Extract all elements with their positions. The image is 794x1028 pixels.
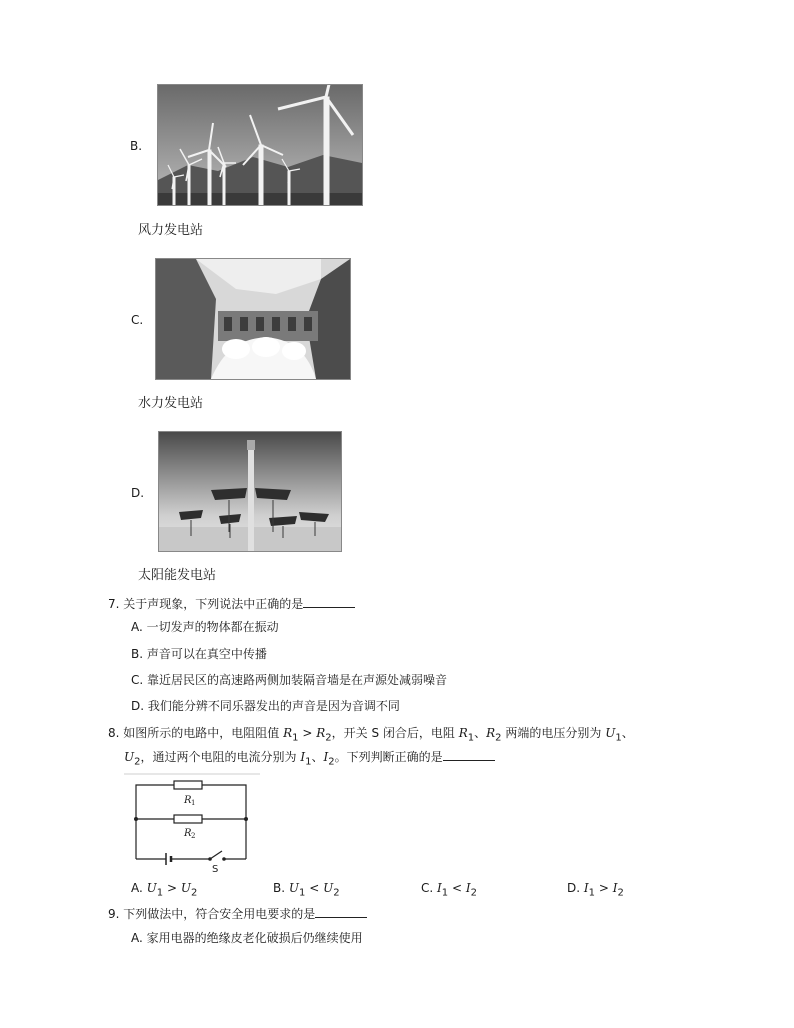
label-switch: S xyxy=(212,864,219,873)
label-r1: R xyxy=(184,795,192,806)
q9-option-a[interactable]: A. 家用电器的绝缘皮老化破损后仍继续使用 xyxy=(131,931,363,945)
dam-photo xyxy=(155,258,351,380)
caption-hydro: 水力发电站 xyxy=(138,396,204,411)
resistor-r2 xyxy=(174,815,202,823)
answer-blank[interactable] xyxy=(303,596,355,608)
label-r2-sub: 2 xyxy=(191,832,196,840)
q8-stem-line2: $U_2$，通过两个电阻的电流分别为 $I_1$、$I_2$。下列判断正确的是 xyxy=(124,749,495,770)
option-d-letter: D. xyxy=(131,486,145,500)
label-r1-sub: 1 xyxy=(191,799,196,807)
q7-option-d[interactable]: D. 我们能分辨不同乐器发出的声音是因为音调不同 xyxy=(131,699,400,713)
resistor-r1 xyxy=(174,781,202,789)
q7-option-c[interactable]: C. 靠近居民区的高速路两侧加装隔音墙是在声源处减弱噪音 xyxy=(131,673,448,687)
wind-turbine-photo xyxy=(157,84,363,206)
q8-answer-b[interactable]: B. $U_1 < U_2$ xyxy=(273,881,340,899)
q8-answer-a[interactable]: A. $U_1 > U_2$ xyxy=(131,881,198,899)
option-c-letter: C. xyxy=(131,313,144,327)
solar-tower-photo xyxy=(158,431,342,552)
q8-answer-c[interactable]: C. $I_1 < I_2$ xyxy=(421,881,477,899)
answer-blank[interactable] xyxy=(443,749,495,761)
caption-wind: 风力发电站 xyxy=(138,223,204,238)
q8-answer-d[interactable]: D. $I_1 > I_2$ xyxy=(567,881,624,899)
answer-blank[interactable] xyxy=(315,906,367,918)
caption-solar: 太阳能发电站 xyxy=(138,568,217,583)
option-b-letter: B. xyxy=(130,139,143,153)
q7-option-b[interactable]: B. 声音可以在真空中传播 xyxy=(131,647,267,661)
q7-stem: 7. 关于声现象，下列说法中正确的是 xyxy=(108,596,355,612)
q7-option-a[interactable]: A. 一切发声的物体都在振动 xyxy=(131,620,279,634)
q8-stem-line1: 8. 如图所示的电路中，电阻阻值 $R_1 > R_2$，开关 S 闭合后，电阻 $R_1$、$R_2$ 两端的电压分别为 $U_1$、 xyxy=(108,726,634,744)
label-r2: R xyxy=(184,828,192,839)
circuit-diagram xyxy=(124,773,260,873)
q9-stem: 9. 下列做法中，符合安全用电要求的是 xyxy=(108,906,367,922)
